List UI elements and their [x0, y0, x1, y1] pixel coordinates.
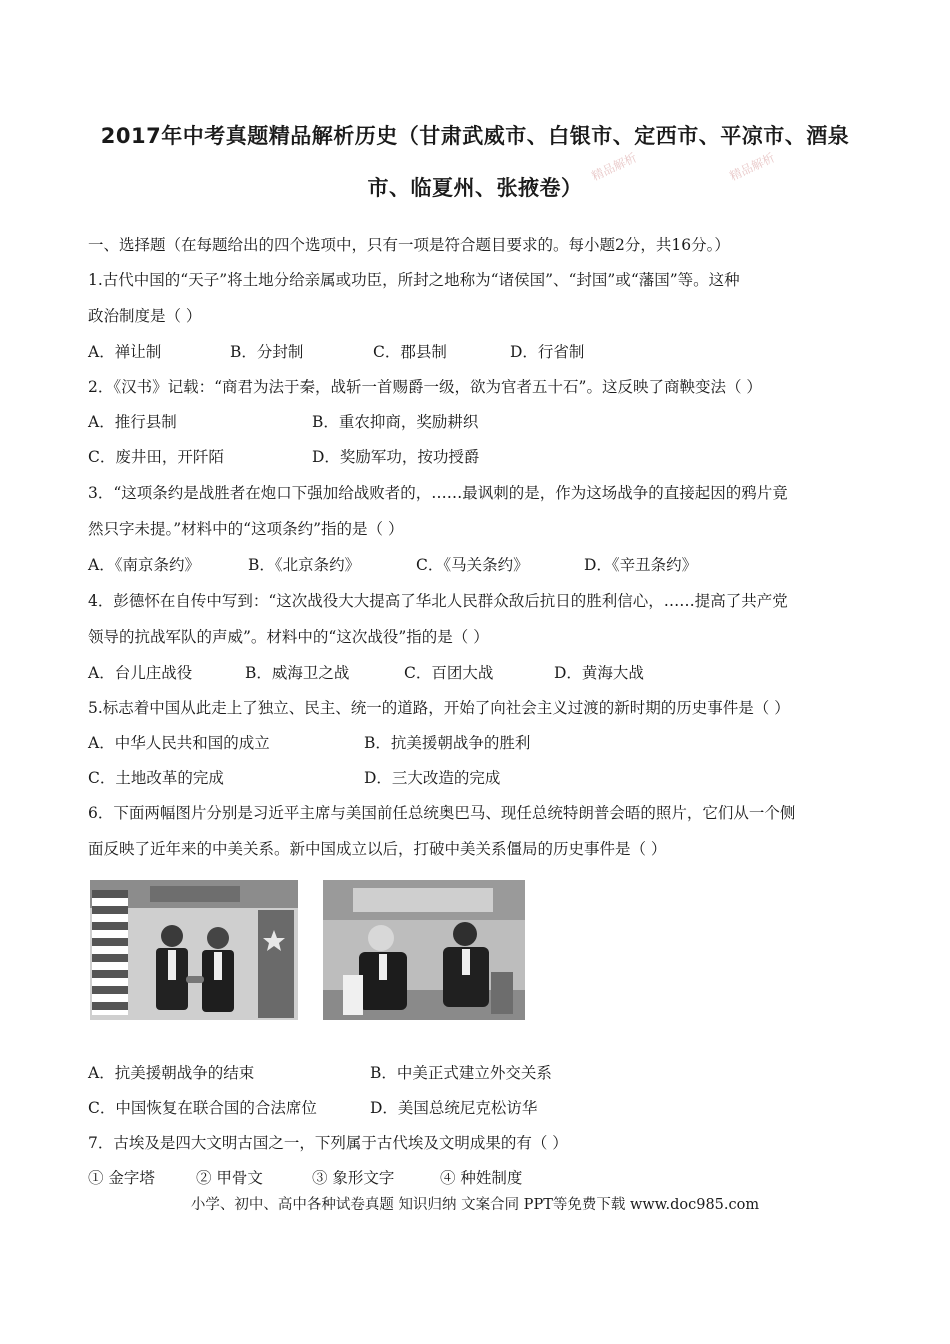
question-6-option-a: A．抗美援朝战争的结束 — [88, 1064, 255, 1082]
question-1-option-a: A．禅让制 — [88, 343, 162, 361]
question-2-option-a: A．推行县制 — [88, 413, 177, 431]
question-4-option-a: A．台儿庄战役 — [88, 664, 193, 682]
watermark: 精品解析 — [727, 150, 777, 184]
question-7-item-4: ④ 种姓制度 — [440, 1169, 523, 1187]
question-1-stem-line2: 政治制度是（ ） — [88, 307, 202, 325]
question-1-option-d: D．行省制 — [510, 343, 585, 361]
question-7-item-3: ③ 象形文字 — [312, 1169, 395, 1187]
question-3-stem-line1: 3．“这项条约是战胜者在炮口下强加给战败者的，……最讽刺的是，作为这场战争的直接起因的鸦片竟 — [88, 484, 788, 502]
photo-xi-obama-illustration — [90, 880, 298, 1020]
question-5-option-d: D．三大改造的完成 — [364, 769, 501, 787]
footer-link-text[interactable]: 小学、初中、高中各种试卷真题 知识归纳 文案合同 PPT等免费下载 www.doc985.com — [190, 1197, 760, 1213]
watermark: 精品解析 — [589, 150, 639, 184]
question-3-option-d: D．《辛丑条约》 — [584, 556, 698, 574]
photo-xi-trump-illustration — [323, 880, 525, 1020]
question-5-stem: 5.标志着中国从此走上了独立、民主、统一的道路，开始了向社会主义过渡的新时期的历史事件是（ ） — [88, 699, 790, 717]
section-heading: 一、选择题（在每题给出的四个选项中，只有一项是符合题目要求的。每小题2分，共16分。） — [88, 236, 730, 254]
question-2-stem: 2．《汉书》记载：“商君为法于秦，战斩一首赐爵一级，欲为官者五十石”。这反映了商鞅变法（ ） — [88, 378, 762, 396]
question-3-option-b: B．《北京条约》 — [248, 556, 361, 574]
question-6-stem-line1: 6．下面两幅图片分别是习近平主席与美国前任总统奥巴马、现任总统特朗普会晤的照片，它们从一个侧 — [88, 804, 796, 822]
question-4-stem-line1: 4．彭德怀在自传中写到：“这次战役大大提高了华北人民群众敌后抗日的胜利信心，……提高了共产党 — [88, 592, 788, 610]
page-title-line2: 市、临夏州、张掖卷） — [367, 176, 583, 200]
question-4-option-b: B．威海卫之战 — [245, 664, 350, 682]
question-6-option-d: D．美国总统尼克松访华 — [370, 1099, 538, 1117]
question-4-option-d: D．黄海大战 — [554, 664, 644, 682]
page-title-line1: 2017年中考真题精品解析历史（甘肃武威市、白银市、定西市、平凉市、酒泉 — [100, 124, 850, 148]
question-5-option-c: C．土地改革的完成 — [88, 769, 224, 787]
question-4-stem-line2: 领导的抗战军队的声威”。材料中的“这次战役”指的是（ ） — [88, 628, 489, 646]
question-2-option-b: B．重农抑商，奖励耕织 — [312, 413, 479, 431]
question-1-stem-line1: 1.古代中国的“天子”将土地分给亲属或功臣，所封之地称为“诸侯国”、“封国”或“藩国”等。这种 — [88, 271, 740, 289]
question-6-option-c: C．中国恢复在联合国的合法席位 — [88, 1099, 317, 1117]
question-7-stem: 7．古埃及是四大文明古国之一，下列属于古代埃及文明成果的有（ ） — [88, 1134, 568, 1152]
question-5-option-b: B．抗美援朝战争的胜利 — [364, 734, 531, 752]
photo-xi-trump-meeting — [323, 880, 525, 1020]
question-1-option-b: B．分封制 — [230, 343, 304, 361]
question-5-option-a: A．中华人民共和国的成立 — [88, 734, 270, 752]
question-6-option-b: B．中美正式建立外交关系 — [370, 1064, 552, 1082]
question-2-option-d: D．奖励军功，按功授爵 — [312, 448, 480, 466]
question-7-item-1: ① 金字塔 — [88, 1169, 155, 1187]
question-6-stem-line2: 面反映了近年来的中美关系。新中国成立以后，打破中美关系僵局的历史事件是（ ） — [88, 840, 667, 858]
question-3-option-a: A．《南京条约》 — [88, 556, 200, 574]
question-2-option-c: C．废井田，开阡陌 — [88, 448, 224, 466]
photo-xi-obama-meeting — [90, 880, 298, 1020]
question-7-item-2: ② 甲骨文 — [196, 1169, 263, 1187]
question-3-option-c: C．《马关条约》 — [416, 556, 529, 574]
question-1-option-c: C．郡县制 — [373, 343, 447, 361]
question-3-stem-line2: 然只字未提。”材料中的“这项条约”指的是（ ） — [88, 520, 404, 538]
question-4-option-c: C．百团大战 — [404, 664, 494, 682]
